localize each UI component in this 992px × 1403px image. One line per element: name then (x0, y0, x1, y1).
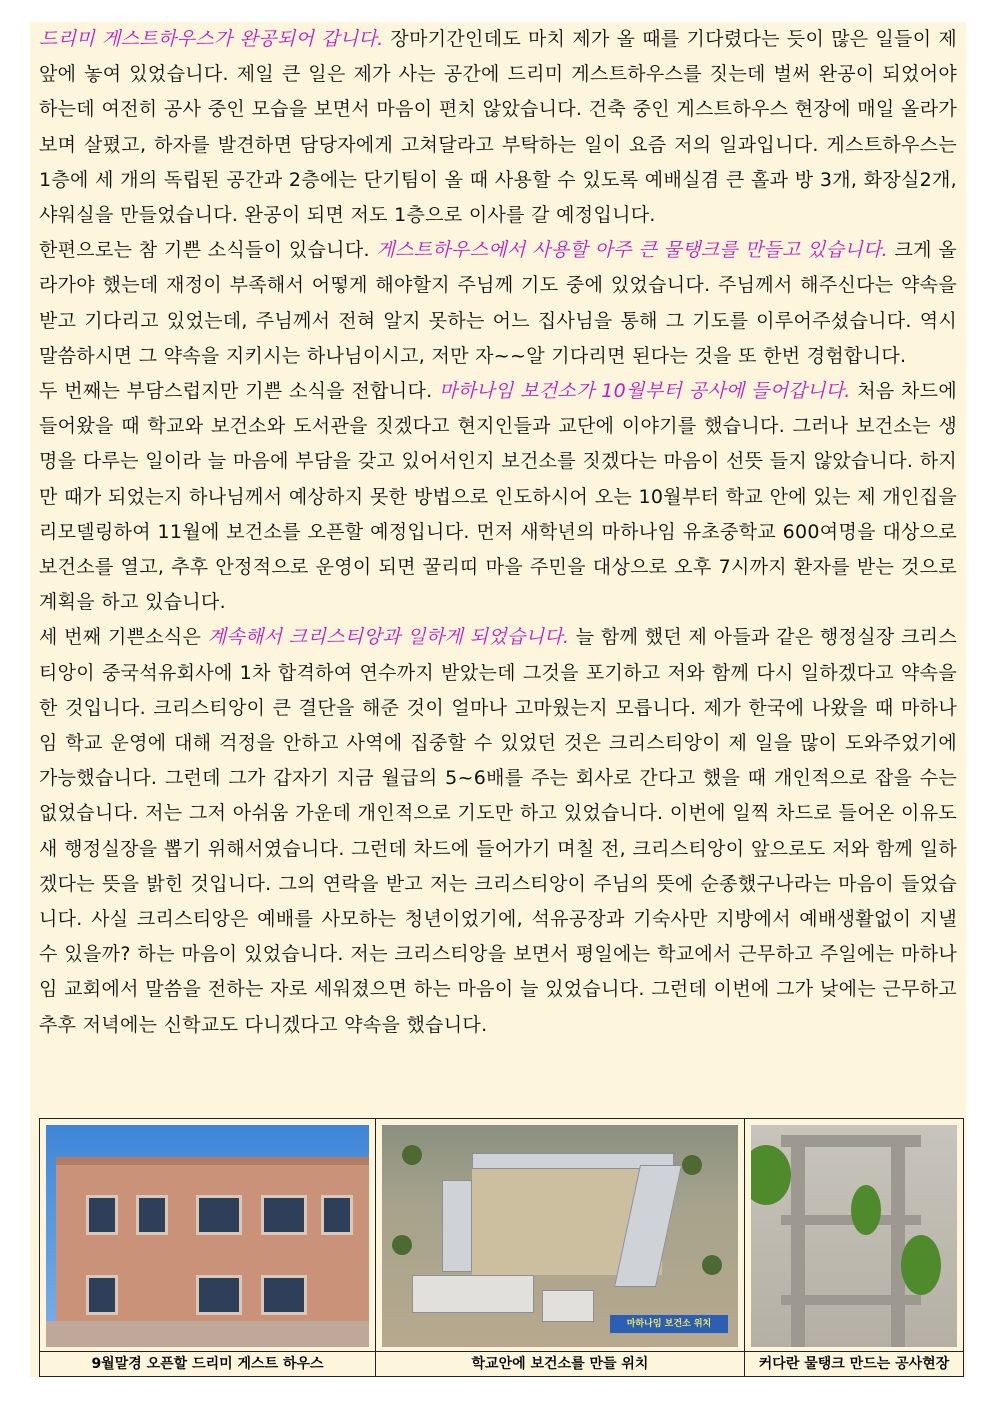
paragraph-guesthouse (39, 22, 957, 233)
paragraph-text: 크게 올라가야 했는데 재정이 부족해서 어떻게 해야할지 주님께 기도 중에 있었습니다. 주님께서 해주신다는 약속을 받고 기다리고 있었는데, 주님께서 전혀 알지 못하는 어느 집사님을 통해 그 기도를 이루어주셨습니다. 역시 말씀하시면 그 약속을 지키시는 하나님이시고, 저만 자~~알 기다리면 된다는 것을 또 한번 경험합니다. (39, 239, 957, 367)
highlight-guesthouse: 드리미 게스트하우스가 완공되어 갑니다. (39, 28, 384, 50)
paragraph-text: 늘 함께 했던 제 아들과 같은 행정실장 크리스티앙이 중국석유회사에 1차 합격하여 연수까지 받았는데 그것을 포기하고 저와 함께 다시 일하겠다고 약속을 한 것입니다. 크리스티앙이 큰 결단을 해준 것이 얼마나 고마웠는지 모릅니다. 제가 한국에 나왔을 때 마하나임 학교 운영에 대해 걱정을 안하고 사역에 집중할 수 있었던 것은 크리스티앙이 제 일을 많이 도와주었기에 가능했습니다. 그런데 그가 갑자기 지금 월급의 5~6배를 주는 회사로 간다고 했을 때 개인적으로 잡을 수는 없었습니다. 저는 그저 아쉬움 가운데 개인적으로 기도만 하고 있었습니다. 이번에 일찍 차드로 들어온 이유도 새 행정실장을 뽑기 위해서였습니다. 그런데 차드에 들어가기 며칠 전, 크리스티앙이 앞으로도 저와 함께 일하겠다는 뜻을 밝힌 것입니다. 그의 연락을 받고 저는 크리스티앙이 주님의 뜻에 순종했구나라는 마음이 들었습니다. 사실 크리스티앙은 예배를 사모하는 청년이었기에, 석유공장과 기숙사만 지방에서 예배생활없이 지낼 수 있을까? 하는 마음이 있었습니다. 저는 크리스티앙을 보면서 평일에는 학교에서 근무하고 주일에는 마하나임 교회에서 말씀을 전하는 자로 세워졌으면 하는 마음이 늘 있었습니다. 그런데 이번에 그가 낮에는 근무하고 추후 저녁에는 신학교도 다니겠다고 약속을 했습니다. (39, 626, 957, 1036)
paragraph-water-tank (39, 233, 957, 374)
clinic-location-sign: 마하나임 보건소 위치 (610, 1315, 728, 1333)
photo-cell-water-tank (745, 1119, 964, 1352)
paragraph-text: 두 번째는 부담스럽지만 기쁜 소식을 전합니다. (39, 380, 439, 403)
paragraph-clinic (39, 374, 957, 620)
newsletter-page (30, 22, 966, 1377)
caption-guesthouse: 9월말경 오픈할 드리미 게스트 하우스 (40, 1352, 376, 1377)
clinic-site-photo (382, 1125, 738, 1347)
guesthouse-photo (46, 1125, 369, 1347)
photo-cell-guesthouse (40, 1119, 376, 1352)
caption-clinic-site: 학교안에 보건소를 만들 위치 (376, 1352, 745, 1377)
highlight-christian: 계속해서 크리스티앙과 일하게 되었습니다. (207, 626, 570, 649)
highlight-water-tank: 게스트하우스에서 사용할 아주 큰 물탱크를 만들고 있습니다. (376, 239, 889, 262)
caption-water-tank: 커다란 물탱크 만드는 공사현장 (745, 1352, 964, 1377)
photo-table (39, 1118, 964, 1377)
paragraph-christian (39, 620, 957, 1042)
highlight-clinic: 마하나임 보건소가 10월부터 공사에 들어갑니다. (438, 380, 851, 403)
paragraph-text: 세 번째 기쁜소식은 (39, 626, 208, 649)
paragraph-text: 처음 차드에 들어왔을 때 학교와 보건소와 도서관을 짓겠다고 현지인들과 교단에 이야기를 했습니다. 그러나 보건소는 생명을 다루는 일이라 늘 마음에 부담을 갖고 있어서인지 보건소를 짓겠다는 마음이 선뜻 들지 않았습니다. 하지만 때가 되었는지 하나님께서 예상하지 못한 방법으로 인도하시어 오는 10월부터 학교 안에 있는 제 개인집을 리모델링하여 11월에 보건소를 오픈할 예정입니다. 먼저 새학년의 마하나임 유초중학교 600여명을 대상으로 보건소를 열고, 추후 안정적으로 운영이 되면 꿀리띠 마을 주민을 대상으로 오후 7시까지 환자를 받는 것으로 계획을 하고 있습니다. (39, 380, 957, 614)
paragraph-text: 한편으로는 참 기쁜 소식들이 있습니다. (39, 239, 377, 262)
article-body (39, 22, 957, 1043)
photo-cell-clinic-site (376, 1119, 745, 1352)
paragraph-text: 장마기간인데도 마치 제가 올 때를 기다렸다는 듯이 많은 일들이 제 앞에 놓여 있었습니다. 제일 큰 일은 제가 사는 공간에 드리미 게스트하우스를 짓는데 벌써 완공이 되었어야 하는데 여전히 공사 중인 모습을 보면서 마음이 편치 않았습니다. 건축 중인 게스트하우스 현장에 매일 올라가보며 살폈고, 하자를 발견하면 담당자에게 고쳐달라고 부탁하는 일이 요즘 저의 일과입니다. 게스트하우스는 1층에 세 개의 독립된 공간과 2층에는 단기팀이 올 때 사용할 수 있도록 예배실겸 큰 홀과 방 3개, 화장실2개, 샤워실을 만들었습니다. 완공이 되면 저도 1층으로 이사를 갈 예정입니다. (39, 28, 957, 227)
water-tank-photo (751, 1125, 957, 1347)
